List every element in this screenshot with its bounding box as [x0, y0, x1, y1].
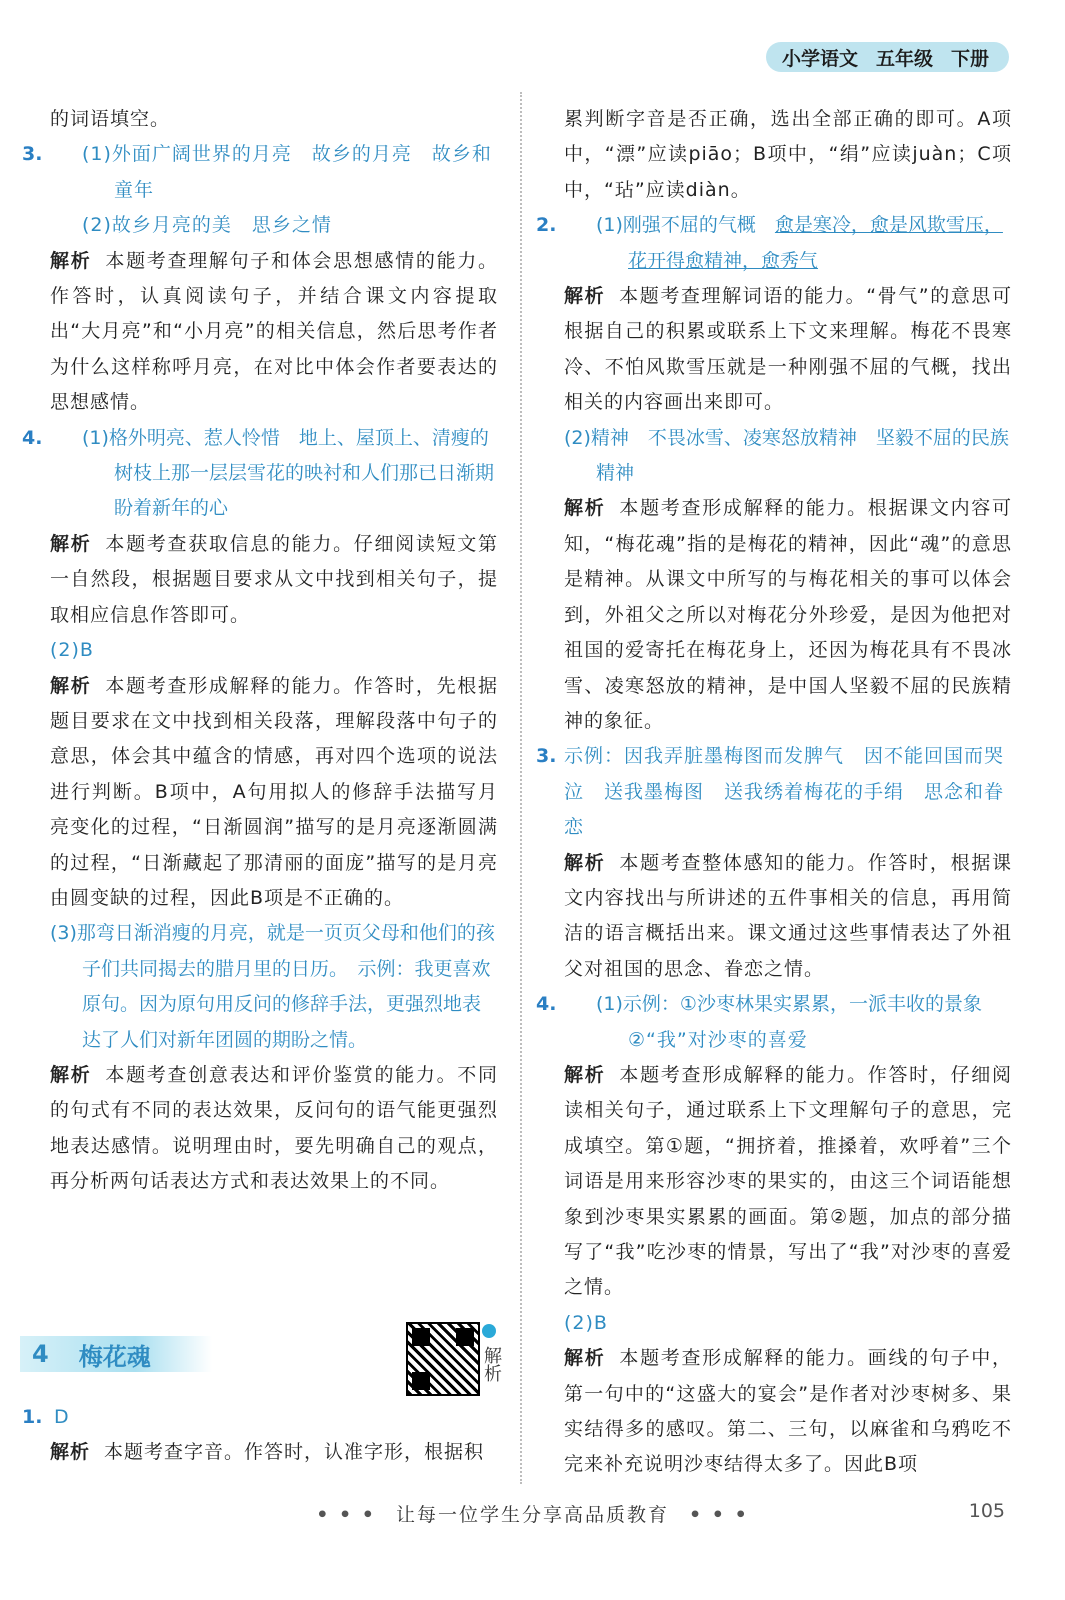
right-question-3 — [536, 739, 1012, 845]
analysis-text: 本题考查理解句子和体会思想感情的能力。作答时，认真阅读句子，并结合课文内容提取出“大月亮”和“小月亮”的相关信息，然后思考作者为什么这样称呼月亮，在对比中体会作者要表达的思想感情。 — [50, 249, 498, 414]
footer-dots-left: • • • — [316, 1504, 376, 1526]
qr-code-icon[interactable] — [406, 1322, 480, 1396]
grade-label: 五年级 — [875, 47, 933, 70]
analysis-paragraph — [564, 846, 1012, 988]
answer-part: (1)刚强不屈的气概 — [596, 214, 775, 237]
analysis-text: 本题考查整体感知的能力。作答时，根据课文内容找出与所讲述的五件事相关的信息，再用简洁的语言概括出来。课文通过这些事情表达了外祖父对祖国的思念、眷恋之情。 — [564, 851, 1012, 980]
analysis-paragraph — [564, 279, 1012, 421]
analysis-text: 本题考查理解词语的能力。“骨气”的意思可根据自己的积累或联系上下文来理解。梅花不畏寒冷、不怕风欺雪压就是一种刚强不屈的气概，找出相关的内容画出来即可。 — [564, 285, 1012, 414]
answer-line: (1)格外明亮、惹人怜惜 地上、屋顶上、清瘦的树枝上那一层层雪花的映衬和人们那已日渐期盼着新年的心 — [82, 426, 495, 520]
footer-slogan: 让每一位学生分享高品质教育 — [395, 1504, 669, 1526]
analysis-paragraph — [50, 244, 498, 421]
analysis-paragraph — [564, 1058, 1012, 1306]
question-number: 2. — [536, 214, 557, 237]
analysis-label: 解析 — [50, 1063, 92, 1086]
answer-line: (1)外面广阔世界的月亮 故乡的月亮 故乡和 — [82, 143, 492, 166]
answer-line: (3)那弯日渐消瘦的月亮，就是一页页父母和他们的孩子们共同揭去的腊月里的日历。 示例：我更喜欢原句。因为原句用反问的修辞手法，更强烈地表达了人们对新年团圆的期盼之情。 — [50, 922, 495, 1051]
footer-dots-right: • • • — [689, 1504, 749, 1526]
answer-line: 示例：因我弄脏墨梅图而发脾气 因不能回国而哭泣 送我墨梅图 送我绣着梅花的手绢 思念和眷恋 — [564, 745, 1005, 839]
answer-line: (2)B — [564, 1311, 608, 1334]
qr-label: 解析 — [481, 1346, 502, 1382]
question-number: 3. — [22, 143, 43, 166]
subject-tag — [766, 42, 1009, 72]
analysis-label: 解析 — [50, 532, 92, 555]
lesson-number: 4 — [32, 1340, 49, 1368]
left-column — [22, 102, 498, 1200]
analysis-label: 解析 — [50, 674, 92, 697]
analysis-paragraph — [50, 1058, 498, 1200]
question-1-answer — [22, 1400, 498, 1435]
analysis-text: 本题考查字音。作答时，认准字形，根据积 — [104, 1441, 485, 1464]
answer-line: (1)示例：①沙枣林果实累累，一派丰收的景象 — [596, 993, 982, 1016]
left-question-4 — [22, 421, 498, 527]
analysis-paragraph — [564, 491, 1012, 739]
analysis-label: 解析 — [564, 1347, 606, 1370]
answer-line: ②“我”对沙枣的喜爱 — [628, 1028, 808, 1051]
left-intro: 的词语填空。 — [50, 108, 171, 130]
answer-line: D — [54, 1406, 70, 1428]
analysis-text: 本题考查形成解释的能力。根据课文内容可知，“梅花魂”指的是梅花的精神，因此“魂”的意思是精神。从课文中所写的与梅花相关的事可以体会到，外祖父之所以对梅花分外珍爱，是因为他把对祖国的爱寄托在梅花身上，还因为梅花具有不畏冰雪、凌寒怒放的精神，是中国人坚毅不屈的民族精神的象征。 — [564, 497, 1012, 732]
volume-label: 下册 — [950, 47, 989, 70]
analysis-text: 本题考查形成解释的能力。作答时，先根据题目要求在文中找到相关段落，理解段落中句子的意思，体会其中蕴含的情感，再对四个选项的说法进行判断。B项中，A句用拟人的修辞手法描写月亮变化的过程，“日渐圆润”描写的是月亮逐渐圆满的过程，“日渐藏起了那清丽的面庞”描写的是月亮由圆变缺的过程，因此B项是不正确的。 — [50, 674, 498, 909]
page-number: 105 — [968, 1500, 1005, 1522]
right-column — [536, 102, 1012, 1483]
question-number: 4. — [536, 993, 557, 1016]
question-number: 1. — [22, 1406, 43, 1428]
analysis-label: 解析 — [50, 1441, 91, 1464]
answer-part-underlined: 愈是寒冷，愈是风欺雪压，花开得愈精神，愈秀气 — [628, 214, 1003, 272]
analysis-paragraph — [564, 1341, 1012, 1483]
analysis-label: 解析 — [564, 1063, 606, 1086]
footer — [0, 1500, 1065, 1527]
play-icon — [482, 1324, 496, 1338]
analysis-text: 本题考查形成解释的能力。作答时，仔细阅读相关句子，通过联系上下文理解句子的意思，完成填空。第①题，“拥挤着，推搡着，欢呼着”三个词语是用来形容沙枣的果实的，由这三个词语能想象到沙枣果实累累的画面。第②题，加点的部分描写了“我”吃沙枣的情景，写出了“我”对沙枣的喜爱之情。 — [564, 1063, 1012, 1299]
analysis-label: 解析 — [564, 285, 606, 308]
analysis-label: 解析 — [564, 851, 606, 874]
question-number: 3. — [536, 745, 557, 768]
answer-line: (2)B — [50, 639, 94, 662]
analysis-label: 解析 — [564, 497, 606, 520]
lesson-title: 梅花魂 — [78, 1342, 151, 1371]
answer-line: (2)精神 不畏冰雪、凌寒怒放精神 坚毅不屈的民族精神 — [564, 426, 1009, 485]
answer-line — [596, 208, 1012, 279]
answer-line: (2)故乡月亮的美 思乡之情 — [82, 214, 332, 237]
right-question-2 — [536, 208, 1012, 279]
analysis-label: 解析 — [50, 249, 92, 272]
analysis-text: 本题考查形成解释的能力。画线的句子中，第一句中的“这盛大的宴会”是作者对沙枣树多、果实结得多的感叹。第二、三句，以麻雀和乌鸦吃不完来补充说明沙枣结得太多了。因此B项 — [564, 1347, 1012, 1476]
analysis-paragraph — [50, 1435, 498, 1470]
analysis-paragraph — [50, 527, 498, 633]
column-divider — [520, 92, 522, 1484]
left-question-1 — [22, 1400, 498, 1471]
question-number: 4. — [22, 426, 43, 449]
subject-label: 小学语文 — [781, 47, 858, 70]
analysis-paragraph — [50, 669, 498, 917]
lesson-title-bar — [20, 1336, 212, 1372]
right-question-4 — [536, 987, 1012, 1058]
analysis-text: 本题考查创意表达和评价鉴赏的能力。不同的句式有不同的表达效果，反问句的语气能更强烈地表达感情。说明理由时，要先明确自己的观点，再分析两句话表达方式和表达效果上的不同。 — [50, 1063, 498, 1193]
analysis-text: 本题考查获取信息的能力。仔细阅读短文第一自然段，根据题目要求从文中找到相关句子，提取相应信息作答即可。 — [50, 532, 498, 626]
right-intro: 累判断字音是否正确，选出全部正确的即可。A项中，“漂”应读piāo；B项中，“绢”应读juàn；C项中，“玷”应读diàn。 — [564, 108, 1012, 201]
left-question-3 — [22, 137, 498, 243]
answer-line: 童年 — [114, 178, 155, 201]
